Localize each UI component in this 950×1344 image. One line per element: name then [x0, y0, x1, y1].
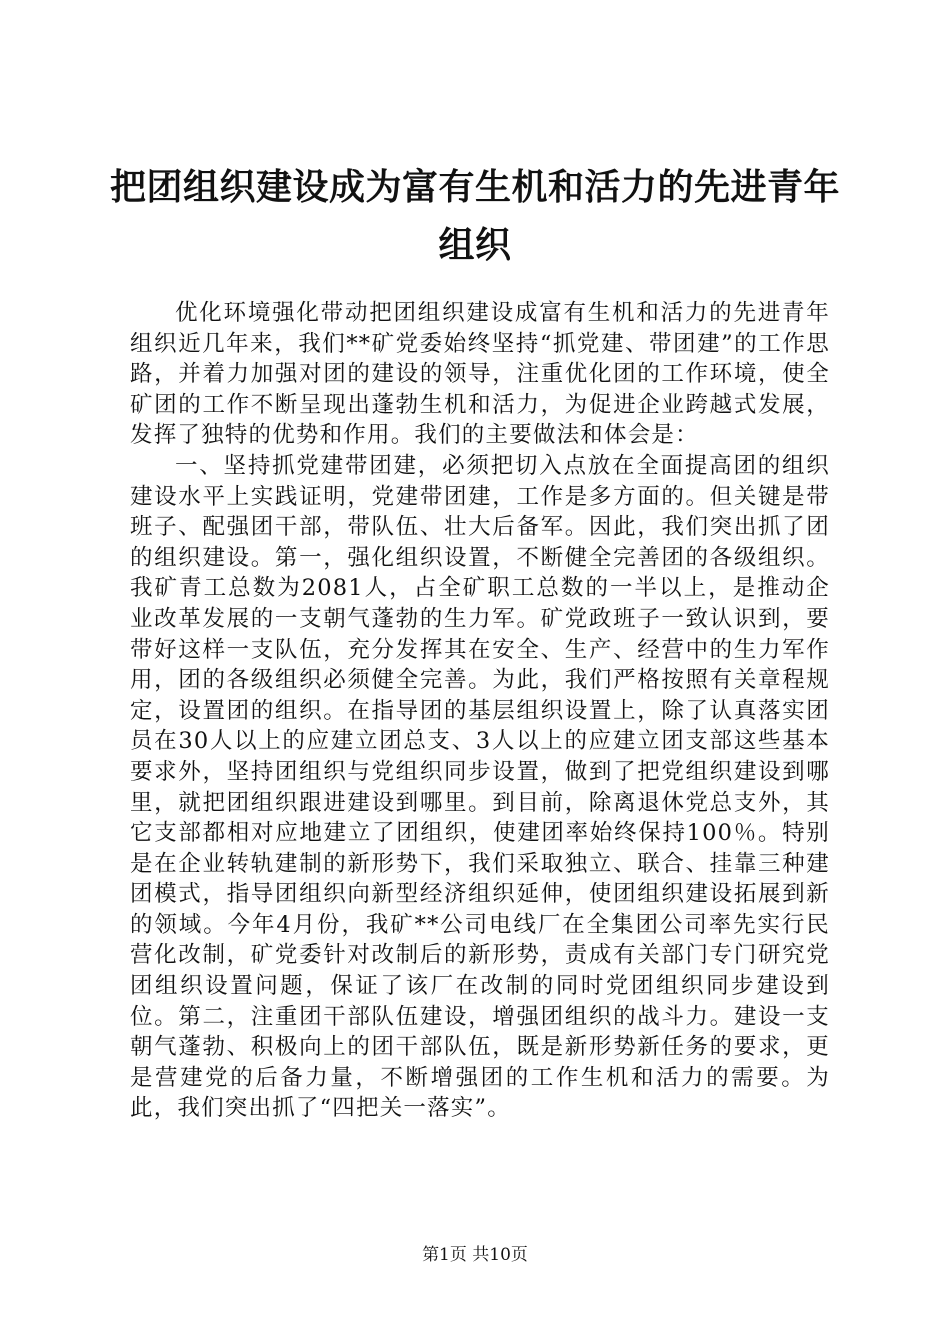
paragraph-section-one: 一、坚持抓党建带团建，必须把切入点放在全面提高团的组织建设水平上实践证明，党建带团建，工作是多方面的。但关键是带班子、配强团干部，带队伍、壮大后备军。因此，我们突出抓了团的组织建设。第一，强化组织设置，不断健全完善团的各级组织。我矿青工总数为2081人，占全矿职工总数的一半以上，是推动企业改革发展的一支朝气蓬勃的生力军。矿党政班子一致认识到，要带好这样一支队伍，充分发挥其在安全、生产、经营中的生力军作用，团的各级组织必须健全完善。为此，我们严格按照有关章程规定，设置团的组织。在指导团的基层组织设置上，除了认真落实团员在30人以上的应建立团总支、3人以上的应建立团支部这些基本要求外，坚持团组织与党组织同步设置，做到了把党组织建设到哪里，就把团组织跟进建设到哪里。到目前，除离退休党总支外，其它支部都相对应地建立了团组织，使建团率始终保持100％。特别是在企业转轨建制的新形势下，我们采取独立、联合、挂靠三种建团模式，指导团组织向新型经济组织延伸，使团组织建设拓展到新的领域。今年4月份，我矿**公司电线厂在全集团公司率先实行民营化改制，矿党委针对改制后的新形势，责成有关部门专门研究党团组织设置问题，保证了该厂在改制的同时党团组织同步建设到位。第二，注重团干部队伍建设，增强团组织的战斗力。建设一支朝气蓬勃、积极向上的团干部队伍，既是新形势新任务的要求，更是营建党的后备力量，不断增强团的工作生机和活力的需要。为此，我们突出抓了“四把关一落实”。: [130, 452, 830, 1122]
document-body: [130, 298, 830, 1124]
paragraph-intro: 优化环境强化带动把团组织建设成富有生机和活力的先进青年组织近几年来，我们**矿党委始终坚持“抓党建、带团建”的工作思路，并着力加强对团的建设的领导，注重优化团的工作环境，使全矿团的工作不断呈现出蓬勃生机和活力，为促进企业跨越式发展，发挥了独特的优势和作用。我们的主要做法和体会是：: [130, 300, 830, 449]
document-title: 把团组织建设成为富有生机和活力的先进青年组织: [110, 166, 841, 266]
page-number: 第1页 共10页: [422, 1245, 528, 1265]
